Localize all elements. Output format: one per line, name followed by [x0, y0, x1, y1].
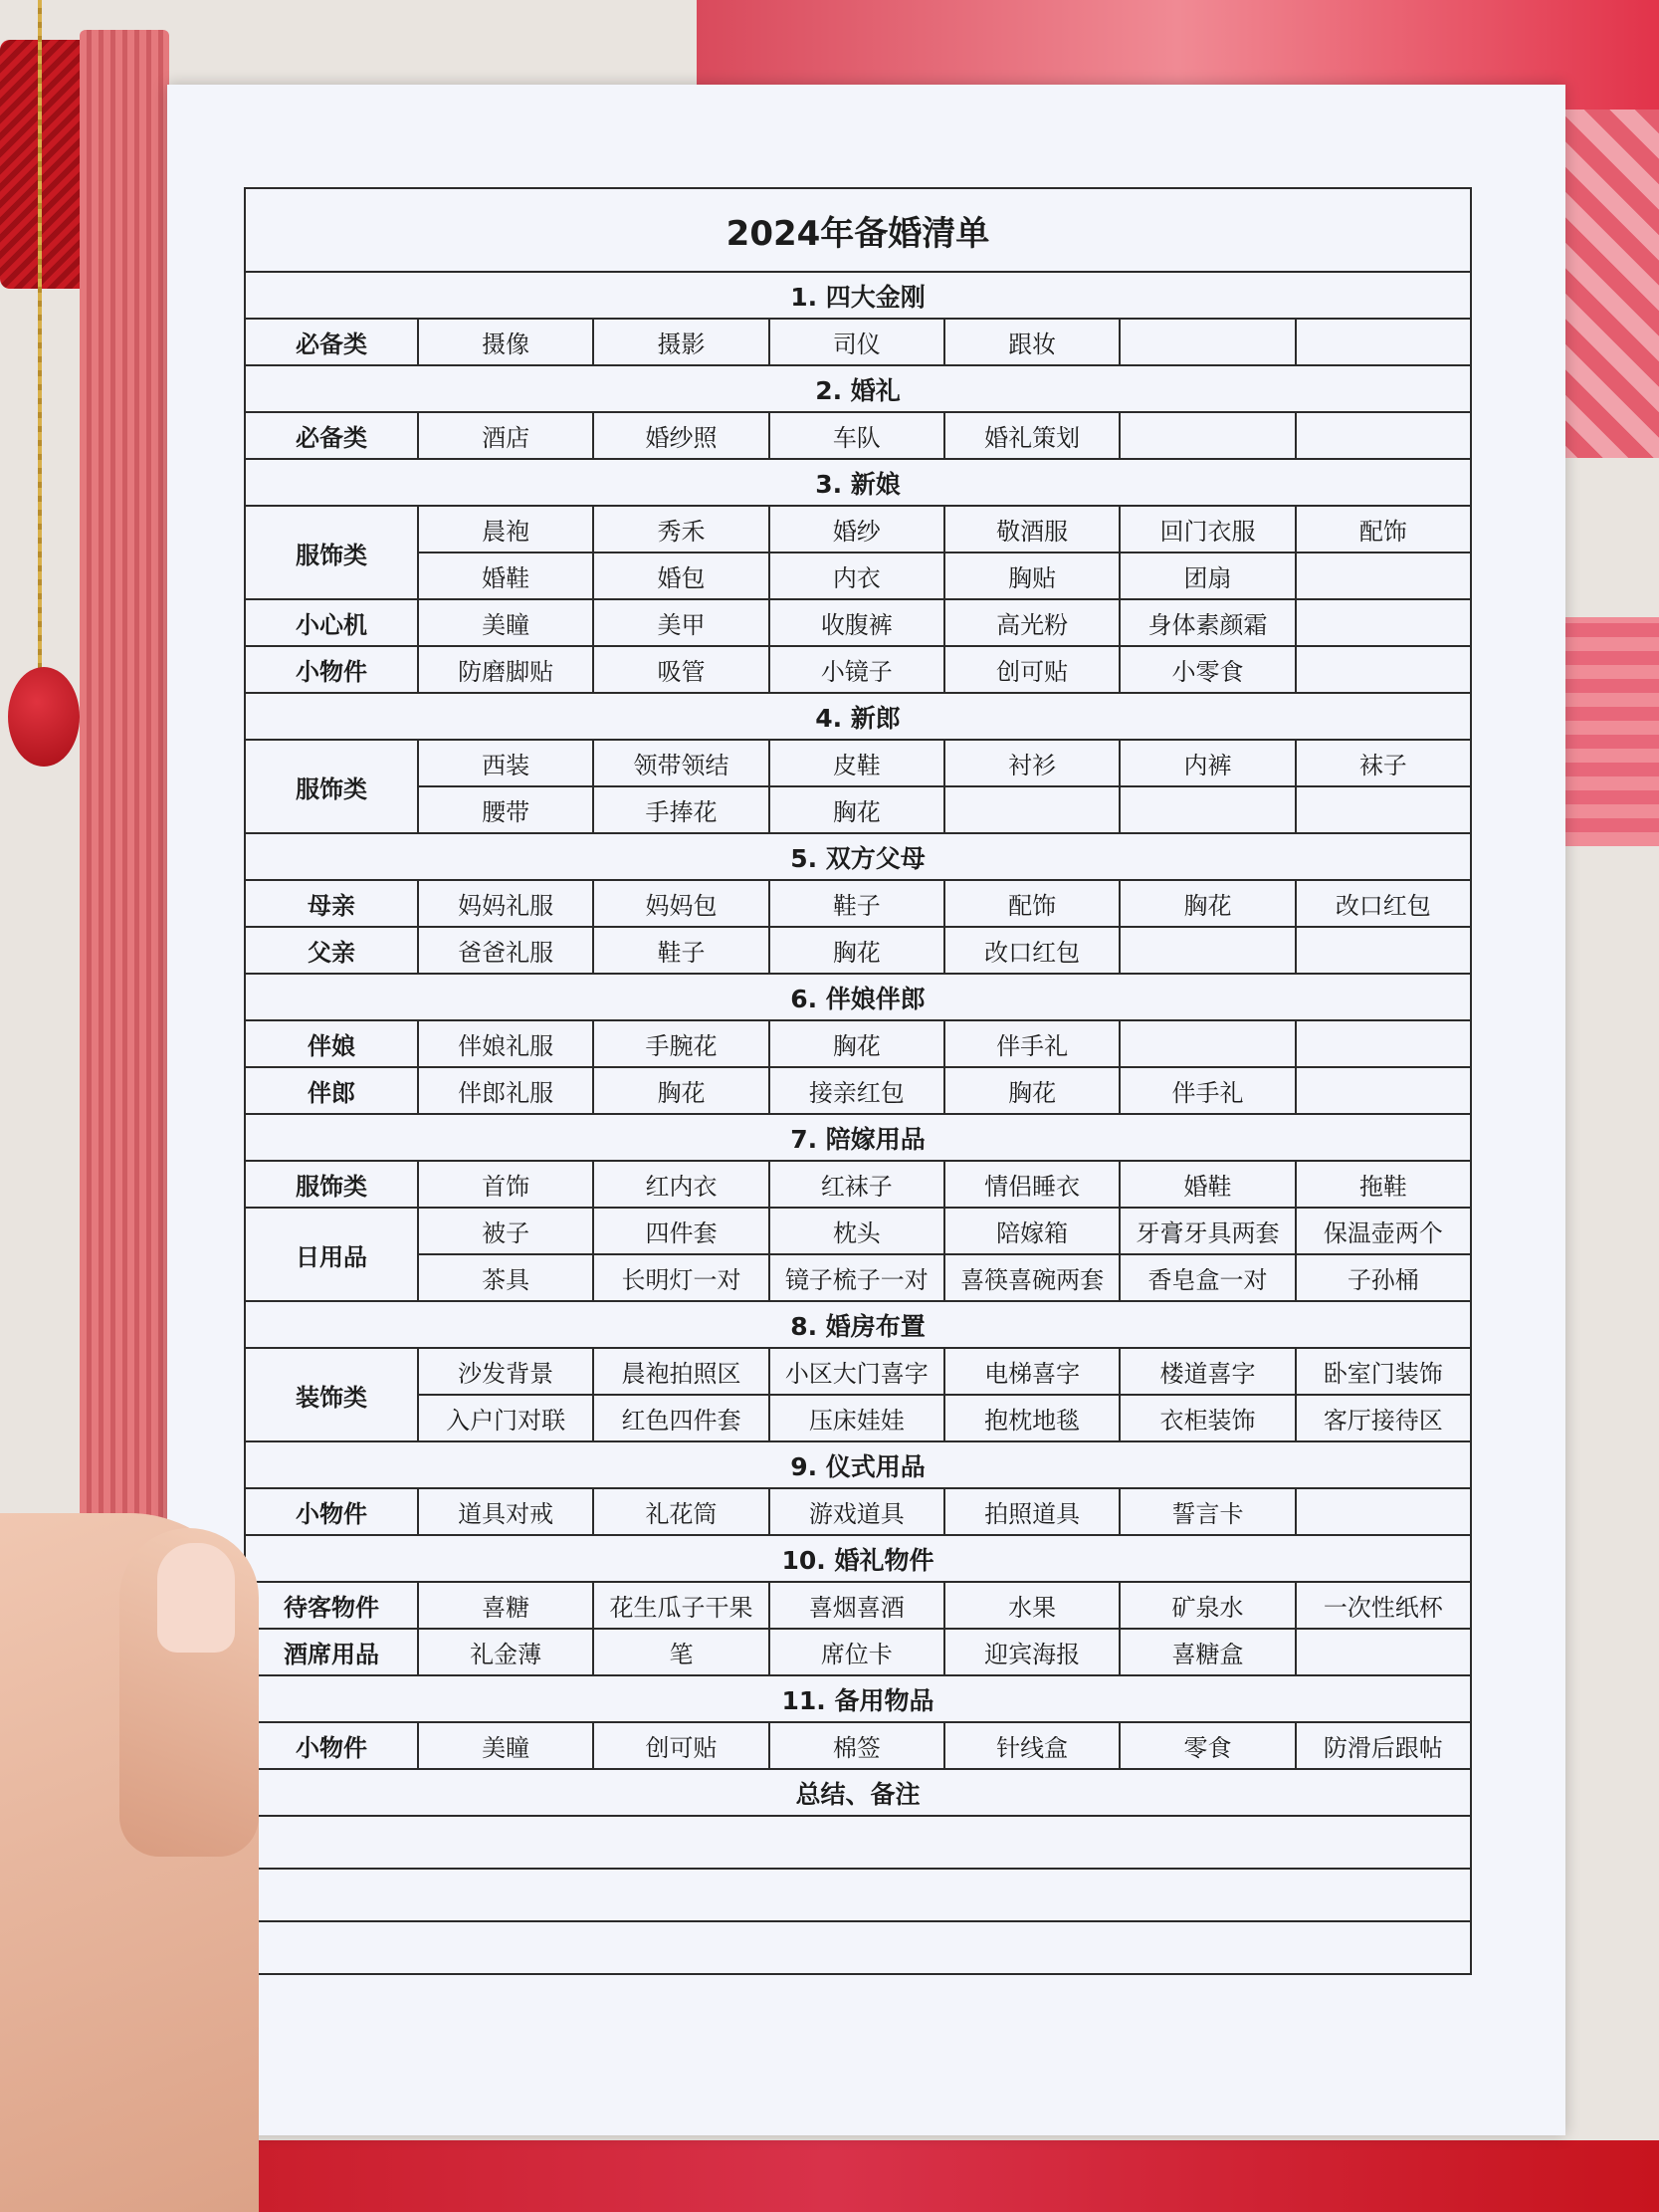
checklist-item: 长明灯一对	[593, 1254, 768, 1301]
checklist-item: 配饰	[1296, 506, 1471, 553]
checklist-item: 跟妆	[944, 319, 1120, 365]
wedding-checklist-table	[244, 187, 1472, 1975]
checklist-item: 手腕花	[593, 1020, 768, 1067]
checklist-item: 防滑后跟帖	[1296, 1722, 1471, 1769]
checklist-item: 抱枕地毯	[944, 1395, 1120, 1441]
checklist-item: 红内衣	[593, 1161, 768, 1208]
checklist-item: 花生瓜子干果	[593, 1582, 768, 1629]
checklist-item	[1296, 927, 1471, 974]
category-label: 待客物件	[245, 1582, 418, 1629]
checklist-item: 美甲	[593, 599, 768, 646]
checklist-item: 婚纱	[769, 506, 944, 553]
checklist-row	[245, 1488, 1471, 1535]
checklist-item: 子孙桶	[1296, 1254, 1471, 1301]
section-heading: 7. 陪嫁用品	[245, 1114, 1471, 1161]
checklist-item: 美瞳	[418, 1722, 593, 1769]
checklist-item: 矿泉水	[1120, 1582, 1295, 1629]
checklist-item	[1296, 646, 1471, 693]
checklist-item: 婚鞋	[1120, 1161, 1295, 1208]
category-label: 日用品	[245, 1208, 418, 1301]
checklist-item: 胸花	[769, 786, 944, 833]
checklist-item: 镜子梳子一对	[769, 1254, 944, 1301]
checklist-item	[1296, 1067, 1471, 1114]
section-header-row	[245, 1301, 1471, 1348]
category-label: 伴娘	[245, 1020, 418, 1067]
checklist-item: 席位卡	[769, 1629, 944, 1675]
checklist-item: 身体素颜霜	[1120, 599, 1295, 646]
checklist-item: 袜子	[1296, 740, 1471, 786]
checklist-row	[245, 1020, 1471, 1067]
section-heading: 8. 婚房布置	[245, 1301, 1471, 1348]
checklist-item: 改口红包	[1296, 880, 1471, 927]
checklist-item: 衣柜装饰	[1120, 1395, 1295, 1441]
notes-line-row	[245, 1869, 1471, 1921]
checklist-item: 领带领结	[593, 740, 768, 786]
section-heading: 5. 双方父母	[245, 833, 1471, 880]
checklist-item: 婚纱照	[593, 412, 768, 459]
checklist-item: 胸花	[593, 1067, 768, 1114]
section-header-row	[245, 365, 1471, 412]
checklist-item: 妈妈包	[593, 880, 768, 927]
notes-line-row	[245, 1816, 1471, 1869]
checklist-item: 茶具	[418, 1254, 593, 1301]
checklist-item: 礼花筒	[593, 1488, 768, 1535]
checklist-row	[245, 1395, 1471, 1441]
checklist-row	[245, 1254, 1471, 1301]
checklist-item: 收腹裤	[769, 599, 944, 646]
checklist-item: 内裤	[1120, 740, 1295, 786]
category-label: 小心机	[245, 599, 418, 646]
checklist-item: 创可贴	[593, 1722, 768, 1769]
checklist-item: 红袜子	[769, 1161, 944, 1208]
section-heading: 1. 四大金刚	[245, 272, 1471, 319]
checklist-item: 小零食	[1120, 646, 1295, 693]
checklist-item: 秀禾	[593, 506, 768, 553]
checklist-row	[245, 1208, 1471, 1254]
checklist-item: 游戏道具	[769, 1488, 944, 1535]
notes-line[interactable]	[245, 1921, 1471, 1974]
checklist-item: 伴手礼	[1120, 1067, 1295, 1114]
checklist-item: 西装	[418, 740, 593, 786]
checklist-item: 陪嫁箱	[944, 1208, 1120, 1254]
checklist-item: 零食	[1120, 1722, 1295, 1769]
checklist-item: 胸花	[769, 1020, 944, 1067]
checklist-item	[1120, 786, 1295, 833]
checklist-item: 婚包	[593, 553, 768, 599]
checklist-item: 伴郎礼服	[418, 1067, 593, 1114]
checklist-item: 道具对戒	[418, 1488, 593, 1535]
checklist-item: 皮鞋	[769, 740, 944, 786]
checklist-item: 吸管	[593, 646, 768, 693]
checklist-item: 鞋子	[769, 880, 944, 927]
checklist-item: 胸花	[769, 927, 944, 974]
checklist-item: 伴手礼	[944, 1020, 1120, 1067]
category-label: 父亲	[245, 927, 418, 974]
checklist-item: 胸花	[1120, 880, 1295, 927]
checklist-item: 笔	[593, 1629, 768, 1675]
checklist-item: 敬酒服	[944, 506, 1120, 553]
checklist-item: 一次性纸杯	[1296, 1582, 1471, 1629]
checklist-item: 四件套	[593, 1208, 768, 1254]
category-label: 服饰类	[245, 740, 418, 833]
checklist-row	[245, 1348, 1471, 1395]
checklist-row	[245, 599, 1471, 646]
background-red-decoration-right	[1553, 110, 1659, 458]
checklist-item	[1120, 1020, 1295, 1067]
checklist-row	[245, 319, 1471, 365]
checklist-item: 妈妈礼服	[418, 880, 593, 927]
checklist-item: 入户门对联	[418, 1395, 593, 1441]
checklist-item	[1296, 319, 1471, 365]
checklist-row	[245, 927, 1471, 974]
section-heading: 6. 伴娘伴郎	[245, 974, 1471, 1020]
checklist-item: 婚礼策划	[944, 412, 1120, 459]
checklist-item: 迎宾海报	[944, 1629, 1120, 1675]
checklist-item: 回门衣服	[1120, 506, 1295, 553]
checklist-item: 美瞳	[418, 599, 593, 646]
section-heading: 4. 新郎	[245, 693, 1471, 740]
category-label: 装饰类	[245, 1348, 418, 1441]
checklist-item: 胸贴	[944, 553, 1120, 599]
category-label: 伴郎	[245, 1067, 418, 1114]
checklist-item: 胸花	[944, 1067, 1120, 1114]
checklist-item: 沙发背景	[418, 1348, 593, 1395]
checklist-item: 保温壶两个	[1296, 1208, 1471, 1254]
checklist-item: 针线盒	[944, 1722, 1120, 1769]
gold-chain-ornament	[38, 0, 42, 687]
checklist-item: 牙膏牙具两套	[1120, 1208, 1295, 1254]
checklist-row	[245, 880, 1471, 927]
summary-header-row	[245, 1769, 1471, 1816]
checklist-item: 晨袍	[418, 506, 593, 553]
checklist-item: 配饰	[944, 880, 1120, 927]
checklist-item: 礼金薄	[418, 1629, 593, 1675]
thumbnail	[157, 1543, 235, 1653]
checklist-item: 小镜子	[769, 646, 944, 693]
category-label: 小物件	[245, 1488, 418, 1535]
checklist-item: 香皂盒一对	[1120, 1254, 1295, 1301]
checklist-item: 腰带	[418, 786, 593, 833]
checklist-item: 喜糖盒	[1120, 1629, 1295, 1675]
checklist-item	[1120, 927, 1295, 974]
checklist-row	[245, 786, 1471, 833]
checklist-item	[1120, 319, 1295, 365]
background-red-decoration-band	[1553, 617, 1659, 846]
checklist-item: 接亲红包	[769, 1067, 944, 1114]
checklist-item: 防磨脚贴	[418, 646, 593, 693]
category-label: 母亲	[245, 880, 418, 927]
notes-line-row	[245, 1921, 1471, 1974]
checklist-item: 卧室门装饰	[1296, 1348, 1471, 1395]
checklist-item: 伴娘礼服	[418, 1020, 593, 1067]
checklist-item	[1296, 786, 1471, 833]
checklist-item	[1296, 599, 1471, 646]
checklist-item: 摄像	[418, 319, 593, 365]
checklist-row	[245, 1067, 1471, 1114]
checklist-item	[1296, 412, 1471, 459]
section-header-row	[245, 833, 1471, 880]
checklist-item: 情侣睡衣	[944, 1161, 1120, 1208]
checklist-item: 喜糖	[418, 1582, 593, 1629]
checklist-item: 被子	[418, 1208, 593, 1254]
checklist-item	[1120, 412, 1295, 459]
checklist-item: 团扇	[1120, 553, 1295, 599]
red-pendant-ornament	[8, 667, 80, 767]
section-header-row	[245, 974, 1471, 1020]
checklist-item: 酒店	[418, 412, 593, 459]
checklist-item: 婚鞋	[418, 553, 593, 599]
document-title: 2024年备婚清单	[245, 188, 1471, 272]
category-label: 必备类	[245, 412, 418, 459]
section-header-row	[245, 1535, 1471, 1582]
checklist-item: 首饰	[418, 1161, 593, 1208]
category-label: 服饰类	[245, 1161, 418, 1208]
checklist-item: 拍照道具	[944, 1488, 1120, 1535]
checklist-item: 小区大门喜字	[769, 1348, 944, 1395]
checklist-item: 棉签	[769, 1722, 944, 1769]
checklist-item	[1296, 553, 1471, 599]
checklist-item: 衬衫	[944, 740, 1120, 786]
section-header-row	[245, 693, 1471, 740]
checklist-row	[245, 740, 1471, 786]
red-knot-ornament	[0, 40, 90, 289]
checklist-item: 枕头	[769, 1208, 944, 1254]
summary-heading: 总结、备注	[245, 1769, 1471, 1816]
section-heading: 2. 婚礼	[245, 365, 1471, 412]
section-heading: 3. 新娘	[245, 459, 1471, 506]
category-label: 必备类	[245, 319, 418, 365]
checklist-row	[245, 506, 1471, 553]
checklist-item: 晨袍拍照区	[593, 1348, 768, 1395]
checklist-item: 誓言卡	[1120, 1488, 1295, 1535]
category-label: 小物件	[245, 646, 418, 693]
title-row	[245, 188, 1471, 272]
section-heading: 11. 备用物品	[245, 1675, 1471, 1722]
checklist-item	[944, 786, 1120, 833]
checklist-item: 水果	[944, 1582, 1120, 1629]
checklist-row	[245, 1582, 1471, 1629]
checklist-row	[245, 412, 1471, 459]
section-heading: 10. 婚礼物件	[245, 1535, 1471, 1582]
checklist-item: 红色四件套	[593, 1395, 768, 1441]
checklist-item: 手捧花	[593, 786, 768, 833]
category-label: 服饰类	[245, 506, 418, 599]
category-label: 小物件	[245, 1722, 418, 1769]
checklist-item: 高光粉	[944, 599, 1120, 646]
checklist-row	[245, 1629, 1471, 1675]
checklist-item: 创可贴	[944, 646, 1120, 693]
checklist-row	[245, 553, 1471, 599]
checklist-item: 司仪	[769, 319, 944, 365]
section-header-row	[245, 1114, 1471, 1161]
checklist-item: 客厅接待区	[1296, 1395, 1471, 1441]
checklist-row	[245, 1161, 1471, 1208]
notes-line[interactable]	[245, 1816, 1471, 1869]
section-header-row	[245, 1675, 1471, 1722]
checklist-item: 鞋子	[593, 927, 768, 974]
checklist-item: 喜筷喜碗两套	[944, 1254, 1120, 1301]
checklist-item	[1296, 1020, 1471, 1067]
checklist-item: 电梯喜字	[944, 1348, 1120, 1395]
checklist-item: 喜烟喜酒	[769, 1582, 944, 1629]
section-heading: 9. 仪式用品	[245, 1441, 1471, 1488]
checklist-item	[1296, 1629, 1471, 1675]
category-label: 酒席用品	[245, 1629, 418, 1675]
section-header-row	[245, 272, 1471, 319]
checklist-item: 车队	[769, 412, 944, 459]
checklist-item	[1296, 1488, 1471, 1535]
checklist-item: 拖鞋	[1296, 1161, 1471, 1208]
checklist-item: 摄影	[593, 319, 768, 365]
checklist-item: 压床娃娃	[769, 1395, 944, 1441]
checklist-row	[245, 1722, 1471, 1769]
checklist-item: 爸爸礼服	[418, 927, 593, 974]
checklist-item: 内衣	[769, 553, 944, 599]
section-header-row	[245, 1441, 1471, 1488]
checklist-row	[245, 646, 1471, 693]
checklist-item: 改口红包	[944, 927, 1120, 974]
section-header-row	[245, 459, 1471, 506]
notes-line[interactable]	[245, 1869, 1471, 1921]
checklist-item: 楼道喜字	[1120, 1348, 1295, 1395]
